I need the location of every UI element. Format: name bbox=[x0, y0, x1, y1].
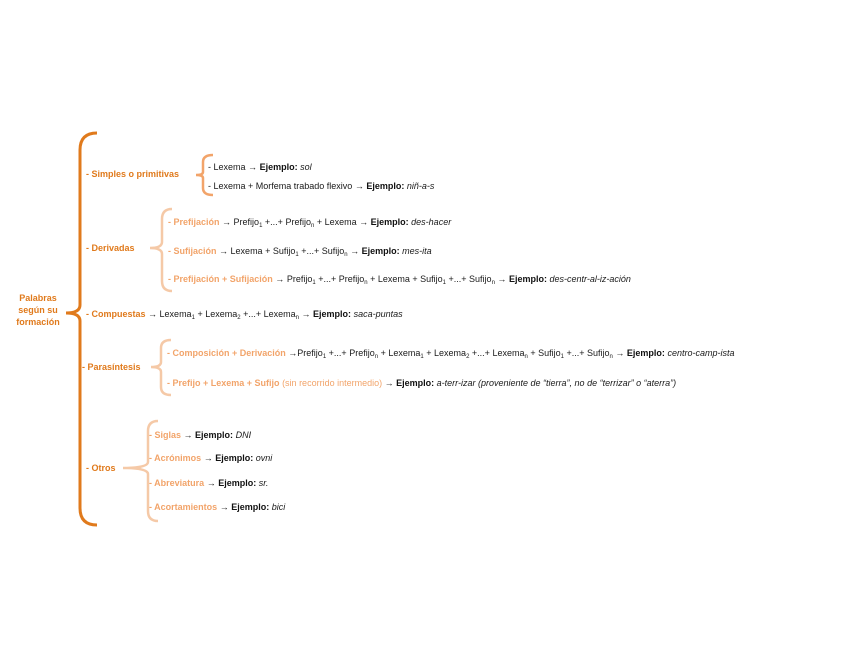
lexema-term: + Lexema bbox=[316, 217, 357, 227]
parasintesis-label: - Parasíntesis bbox=[82, 362, 141, 372]
arrow-icon: → bbox=[219, 502, 229, 512]
dots: +...+ bbox=[448, 274, 467, 284]
arrow-icon: → bbox=[222, 217, 232, 227]
subscript: 2 bbox=[237, 315, 241, 321]
lexema-term: Lexema + bbox=[230, 246, 271, 256]
pls-label: - Prefijo + Lexema + Sufijo bbox=[167, 378, 280, 388]
subscript: 1 bbox=[295, 252, 299, 258]
subscript: 1 bbox=[442, 280, 446, 286]
root-line-3: formación bbox=[16, 317, 60, 327]
subscript: 1 bbox=[259, 223, 263, 229]
simples-row-1 bbox=[208, 161, 312, 173]
ejemplo-label: Ejemplo: bbox=[313, 309, 352, 319]
arrow-icon: → bbox=[203, 453, 213, 463]
lexema-term: Lexema bbox=[434, 348, 467, 358]
sufijacion-label: - Sufijación bbox=[168, 246, 217, 256]
subscript: n bbox=[491, 280, 495, 286]
arrow-icon: → bbox=[275, 274, 285, 284]
dots: +...+ bbox=[471, 348, 490, 358]
prefijo-term: Prefijo bbox=[338, 274, 365, 284]
lexema-term: + Lexema + bbox=[370, 274, 418, 284]
sufijo-term: Sufijo bbox=[587, 348, 610, 358]
ejemplo-label: Ejemplo: bbox=[259, 162, 298, 172]
ejemplo-label: Ejemplo: bbox=[370, 217, 409, 227]
lexema-term: Lexema bbox=[159, 309, 192, 319]
plus: + bbox=[530, 348, 536, 358]
compuestas-row bbox=[86, 308, 403, 320]
sufijo-term: Sufijo bbox=[469, 274, 492, 284]
pls-example: a-terr-izar (proveniente de “tierra”, no de “terrizar” o “aterra”) bbox=[436, 378, 677, 388]
prefijacion-row bbox=[168, 216, 451, 228]
ejemplo-label: Ejemplo: bbox=[361, 246, 400, 256]
simples-r2-example: niñ-a-s bbox=[406, 181, 435, 191]
subscript: 1 bbox=[560, 354, 564, 360]
prefijo-term: Prefijo bbox=[349, 348, 375, 358]
otros-item-siglas bbox=[149, 429, 251, 441]
otros-item-acronimos bbox=[149, 452, 272, 464]
prefijo-term: Prefijo bbox=[297, 348, 323, 358]
prefijo-term: Prefijo bbox=[233, 217, 260, 227]
ejemplo-label: Ejemplo: bbox=[366, 181, 405, 191]
prefsuf-row bbox=[168, 273, 631, 285]
prefijacion-example: des-hacer bbox=[411, 217, 452, 227]
prefijo-term: Prefijo bbox=[285, 217, 311, 227]
subscript: n bbox=[364, 280, 368, 286]
sufijo-term: Sufijo bbox=[272, 246, 296, 256]
lexema-term: Lexema bbox=[388, 348, 421, 358]
arrow-icon: → bbox=[183, 430, 193, 440]
subscript: 1 bbox=[420, 354, 424, 360]
prefijo-term: Prefijo bbox=[286, 274, 313, 284]
sufijacion-example: mes-ita bbox=[402, 246, 432, 256]
subscript: 1 bbox=[191, 315, 195, 321]
simples-r2-lex: - Lexema + Morfema trabado flexivo bbox=[208, 181, 353, 191]
prefsuf-example: des-centr-al-iz-ación bbox=[549, 274, 631, 284]
root-node bbox=[8, 292, 68, 328]
arrow-icon: → bbox=[354, 181, 364, 191]
simples-r1-example: sol bbox=[300, 162, 312, 172]
siglas-label: - Siglas bbox=[149, 430, 182, 440]
arrow-icon: → bbox=[359, 217, 369, 227]
dots: +...+ bbox=[566, 348, 585, 358]
subscript: 1 bbox=[322, 354, 327, 360]
prefijo-lexema-sufijo-row bbox=[167, 377, 676, 389]
subscript: n bbox=[344, 252, 348, 258]
composicion-row bbox=[167, 347, 734, 359]
acronimos-label: - Acrónimos bbox=[149, 453, 202, 463]
subscript: n bbox=[295, 315, 300, 321]
arrow-icon: → bbox=[288, 348, 298, 358]
ejemplo-label: Ejemplo: bbox=[195, 430, 234, 440]
ejemplo-label: Ejemplo: bbox=[396, 378, 435, 388]
otros-label: - Otros bbox=[86, 463, 116, 473]
arrow-icon: → bbox=[148, 309, 158, 319]
abreviatura-example: sr. bbox=[258, 478, 269, 488]
dots: +...+ bbox=[264, 217, 283, 227]
composicion-example: centro-camp-ista bbox=[667, 348, 735, 358]
sufijacion-row bbox=[168, 245, 432, 257]
prefsuf-label: - Prefijación + Sufijación bbox=[168, 274, 273, 284]
arrow-icon: → bbox=[497, 274, 507, 284]
ejemplo-label: Ejemplo: bbox=[231, 502, 270, 512]
compuestas-label: - Compuestas bbox=[86, 309, 146, 319]
subscript: n bbox=[524, 354, 528, 360]
compuestas-example: saca-puntas bbox=[353, 309, 403, 319]
arrow-icon: → bbox=[350, 246, 360, 256]
ejemplo-label: Ejemplo: bbox=[508, 274, 547, 284]
abreviatura-label: - Abreviatura bbox=[149, 478, 205, 488]
arrow-icon: → bbox=[301, 309, 311, 319]
simples-r1-lex: - Lexema bbox=[208, 162, 246, 172]
ejemplo-label: Ejemplo: bbox=[215, 453, 254, 463]
root-line-1: Palabras bbox=[19, 293, 57, 303]
ejemplo-label: Ejemplo: bbox=[626, 348, 665, 358]
otros-item-abreviatura bbox=[149, 477, 268, 489]
sufijo-term: Sufijo bbox=[321, 246, 345, 256]
arrow-icon: → bbox=[206, 478, 216, 488]
arrow-icon: → bbox=[384, 378, 394, 388]
subscript: n bbox=[310, 223, 315, 229]
plus: + bbox=[197, 309, 203, 319]
acortamientos-example: bici bbox=[271, 502, 286, 512]
sufijo-term: Sufijo bbox=[420, 274, 443, 284]
lexema-term: Lexema bbox=[263, 309, 296, 319]
dots: +...+ bbox=[301, 246, 320, 256]
dots: +...+ bbox=[328, 348, 347, 358]
subscript: 2 bbox=[466, 354, 470, 360]
otros-item-acortamientos bbox=[149, 501, 285, 513]
arrow-icon: → bbox=[615, 348, 625, 358]
dots: +...+ bbox=[243, 309, 262, 319]
pls-note: (sin recorrido intermedio) bbox=[282, 378, 383, 388]
siglas-example: DNI bbox=[235, 430, 252, 440]
acortamientos-label: - Acortamientos bbox=[149, 502, 218, 512]
lexema-term: Lexema bbox=[492, 348, 525, 358]
plus: + bbox=[426, 348, 432, 358]
subscript: 1 bbox=[312, 280, 316, 286]
root-line-2: según su bbox=[18, 305, 58, 315]
ejemplo-label: Ejemplo: bbox=[218, 478, 257, 488]
derivadas-label: - Derivadas bbox=[86, 243, 135, 253]
lexema-term: Lexema bbox=[205, 309, 238, 319]
arrow-icon: → bbox=[248, 162, 258, 172]
sufijo-term: Sufijo bbox=[538, 348, 561, 358]
simples-row-2 bbox=[208, 180, 434, 192]
subscript: n bbox=[374, 354, 379, 360]
subscript: n bbox=[609, 354, 613, 360]
composicion-label: - Composición + Derivación bbox=[167, 348, 286, 358]
dots: +...+ bbox=[318, 274, 337, 284]
simples-label: - Simples o primitivas bbox=[86, 169, 180, 179]
arrow-icon: → bbox=[219, 246, 229, 256]
acronimos-example: ovni bbox=[255, 453, 273, 463]
plus: + bbox=[380, 348, 386, 358]
prefijacion-label: - Prefijación bbox=[168, 217, 220, 227]
